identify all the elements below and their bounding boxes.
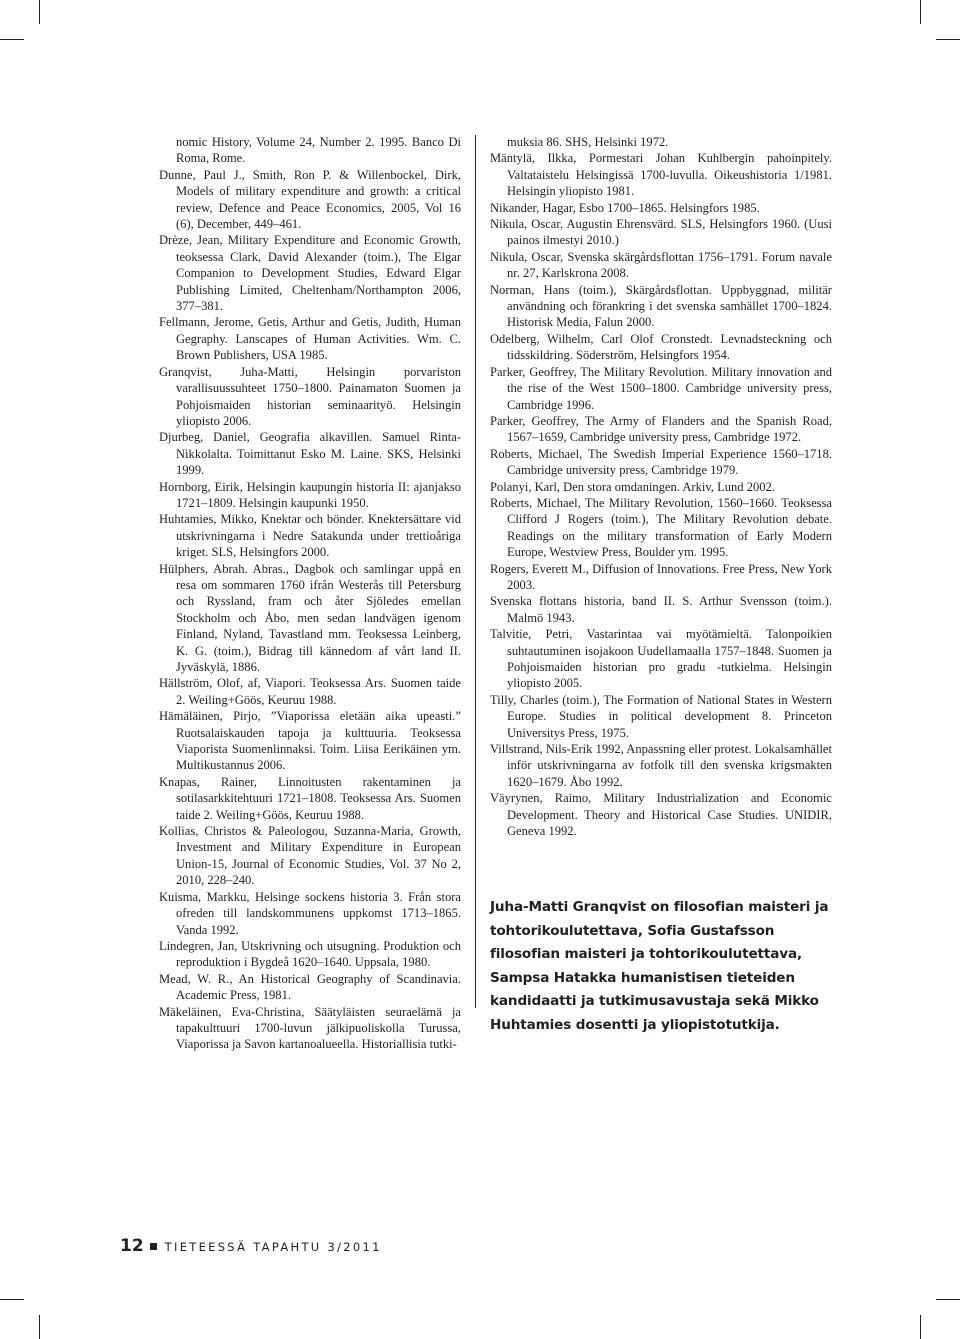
crop-mark [936,39,960,40]
reference-entry: Fellmann, Jerome, Getis, Arthur and Getis, Judith, Human Gegraphy. Lanscapes of Human Activities. Wm. C. Brown Publishers, USA 1985. [159,315,461,363]
reference-entry: Nikula, Oscar, Svenska skärgårdsflottan 1756–1791. Forum navale nr. 27, Karlskrona 2008. [490,249,832,281]
reference-entry: Odelberg, Wilhelm, Carl Olof Cronstedt. Levnadsteckning och tidsskildring. Söderström, Helsingfors 1954. [490,331,832,363]
reference-entry: Villstrand, Nils-Erik 1992, Anpassning eller protest. Lokalsamhället inför utskrivningarna av fotfolk till den svenska krigsmakten 1620–1679. Åbo 1992. [490,742,832,789]
reference-entry: Tilly, Charles (toim.), The Formation of National States in Western Europe. Studies in political development 8. Princeton Universitys Press, 1975. [490,692,832,740]
square-bullet-icon [150,1243,157,1250]
crop-mark [0,1299,24,1300]
reference-entry: Roberts, Michael, The Swedish Imperial Experience 1560–1718. Cambridge university press, Cambridge 1979. [490,446,832,478]
crop-mark [936,1299,960,1300]
crop-mark [39,0,40,24]
reference-entry: Nikander, Hagar, Esbo 1700–1865. Helsingfors 1985. [490,200,760,215]
reference-entry: Hülphers, Abrah. Abras., Dagbok och samlingar uppå en resa om sommaren 1760 ifrån Westerås till Petersburg och Ryssland, fram och åter Sjöledes emellan Stockholm och Åbo, men sedan landvägen igenom Finland, Nyland, Tavastland mm. Teoksessa Leinberg, K. G. (toim.), Bidrag till kännedom af vårt land II. Jyväskylä, 1886. [159,561,461,674]
reference-entry: Kollias, Christos & Paleologou, Suzanna-Maria, Growth, Investment and Military Expenditure in European Union-15, Journal of Economic Studies, Vol. 37 No 2, 2010, 228–240. [159,824,461,888]
publication-name: TIETEESSÄ TAPAHTU 3/2011 [164,1240,382,1254]
reference-entry: Hällström, Olof, af, Viapori. Teoksessa Ars. Suomen taide 2. Weiling+Göös, Keuruu 1988. [159,676,461,707]
page-footer [120,1236,382,1256]
reference-entry: Roberts, Michael, The Military Revolution, 1560–1660. Teoksessa Clifford J Rogers (toim.), The Military Revolution debate. Readings on the military transformation of Early Modern Europe, Westview Press, Boulder ym. 1995. [490,495,832,560]
reference-entry: Parker, Geoffrey, The Army of Flanders and the Spanish Road, 1567–1659, Cambridge university press, Cambridge 1972. [490,413,832,445]
reference-entry: Knapas, Rainer, Linnoitusten rakentaminen ja sotilasarkkitehtuuri 1721–1808. Teoksessa Ars. Suomen taide 2. Weiling+Göös, Keuruu 1988. [159,774,461,822]
reference-entry: Hämäläinen, Pirjo, ”Viaporissa eletään aika upeasti.” Ruotsalaiskauden tapoja ja kulttuuria. Teoksessa Viaporista Suomenlinnaksi. Toim. Liisa Eerikäinen ym. Multikustannus 2006. [159,709,461,773]
reference-entry: Parker, Geoffrey, The Military Revolution. Military innovation and the rise of the West 1500–1800. Cambridge university press, Cambridge 1996. [490,364,832,412]
reference-entry: Nikula, Oscar, Augustin Ehrensvärd. SLS, Helsingfors 1960. (Uusi painos ilmestyi 2010.) [490,217,832,248]
page-number: 12 [120,1236,144,1256]
reference-entry: Granqvist, Juha-Matti, Helsingin porvariston varallisuussuhteet 1750–1800. Painamaton Suomen ja Pohjoismaiden historian seminaarityö. Helsingin yliopisto 2006. [159,364,461,428]
reference-entry: Rogers, Everett M., Diffusion of Innovations. Free Press, New York 2003. [490,561,832,592]
crop-mark [920,1315,921,1339]
author-note: Juha-Matti Granqvist on filosofian maisteri ja tohtorikoulutettava, Sofia Gustafsson filosofian maisteri ja tohtorikoulutettava, Sampsa Hatakka humanistisen tieteiden kandidaatti ja tutkimusavustaja sekä Mikko Huhtamies dosentti ja yliopistotutkija. [490,899,829,1033]
reference-entry: nomic History, Volume 24, Number 2. 1995. Banco Di Roma, Rome. [176,135,461,166]
reference-entry: Norman, Hans (toim.), Skärgårdsflottan. Uppbyggnad, militär användning och förankring i det svenska samhället 1700–1824. Historisk Media, Falun 2000. [490,282,832,330]
crop-mark [39,1315,40,1339]
reference-entry: Lindegren, Jan, Utskrivning och utsugning. Produktion och reproduktion i Bygdeå 1620–1640. Uppsala, 1980. [159,938,461,970]
crop-mark [920,0,921,24]
references-left-column [159,134,461,1053]
reference-entry: muksia 86. SHS, Helsinki 1972. [507,135,669,149]
reference-entry: Dunne, Paul J., Smith, Ron P. & Willenbockel, Dirk, Models of military expenditure and growth: a critical review, Defence and Peace Economics, 2005, Vol 16 (6), December, 449–461. [159,167,461,232]
reference-entry: Talvitie, Petri, Vastarintaa vai myötämieltä. Talonpoikien suhtautuminen isojakoon Uudellamaalla 1757–1848. Suomen ja Pohjoismaiden historian pro gradu -tutkielma. Helsingin yliopisto 2005. [490,627,832,691]
references-right-column [490,134,832,839]
reference-entry: Polanyi, Karl, Den stora omdaningen. Arkiv, Lund 2002. [490,479,775,494]
reference-entry: Svenska flottans historia, band II. S. Arthur Svensson (toim.). Malmö 1943. [490,594,832,625]
crop-mark [0,39,24,40]
reference-entry: Djurbeg, Daniel, Geografia alkavillen. Samuel Rinta-Nikkolalta. Toimittanut Esko M. Laine. SKS, Helsinki 1999. [159,430,461,478]
reference-entry: Drèze, Jean, Military Expenditure and Economic Growth, teoksessa Clark, David Alexander (toim.), The Elgar Companion to Development Studies, Edward Elgar Publishing Limited, Cheltenham/Northampton 2006, 377–381. [159,233,461,314]
reference-entry: Huhtamies, Mikko, Knektar och bönder. Knektersättare vid utskrivningarna i Nedre Satakunda under trettioåriga kriget. SLS, Helsingfors 2000. [159,512,461,560]
reference-entry: Kuisma, Markku, Helsinge sockens historia 3. Från stora ofreden till landskommunens uppkomst 1713–1865. Vanda 1992. [159,889,461,937]
reference-entry: Mead, W. R., An Historical Geography of Scandinavia. Academic Press, 1981. [159,971,461,1003]
column-divider [475,135,476,1008]
reference-entry: Mäntylä, Ilkka, Pormestari Johan Kuhlbergin pahoinpitely. Valtataistelu Helsingissä 1700-luvulla. Oikeushistoria 1/1981. Helsingin yliopisto 1981. [490,151,832,199]
reference-entry: Mäkeläinen, Eva-Christina, Säätyläisten seuraelämä ja tapakulttuuri 1700-luvun jälkipuoliskolla Turussa, Viaporissa ja Savon kartanoalueella. Historiallisia tutki- [159,1004,461,1052]
reference-entry: Väyrynen, Raimo, Military Industrialization and Economic Development. Theory and Historical Case Studies. UNIDIR, Geneva 1992. [490,791,832,839]
reference-entry: Hornborg, Eirik, Helsingin kaupungin historia II: ajanjakso 1721–1809. Helsingin kaupunki 1950. [159,479,461,510]
